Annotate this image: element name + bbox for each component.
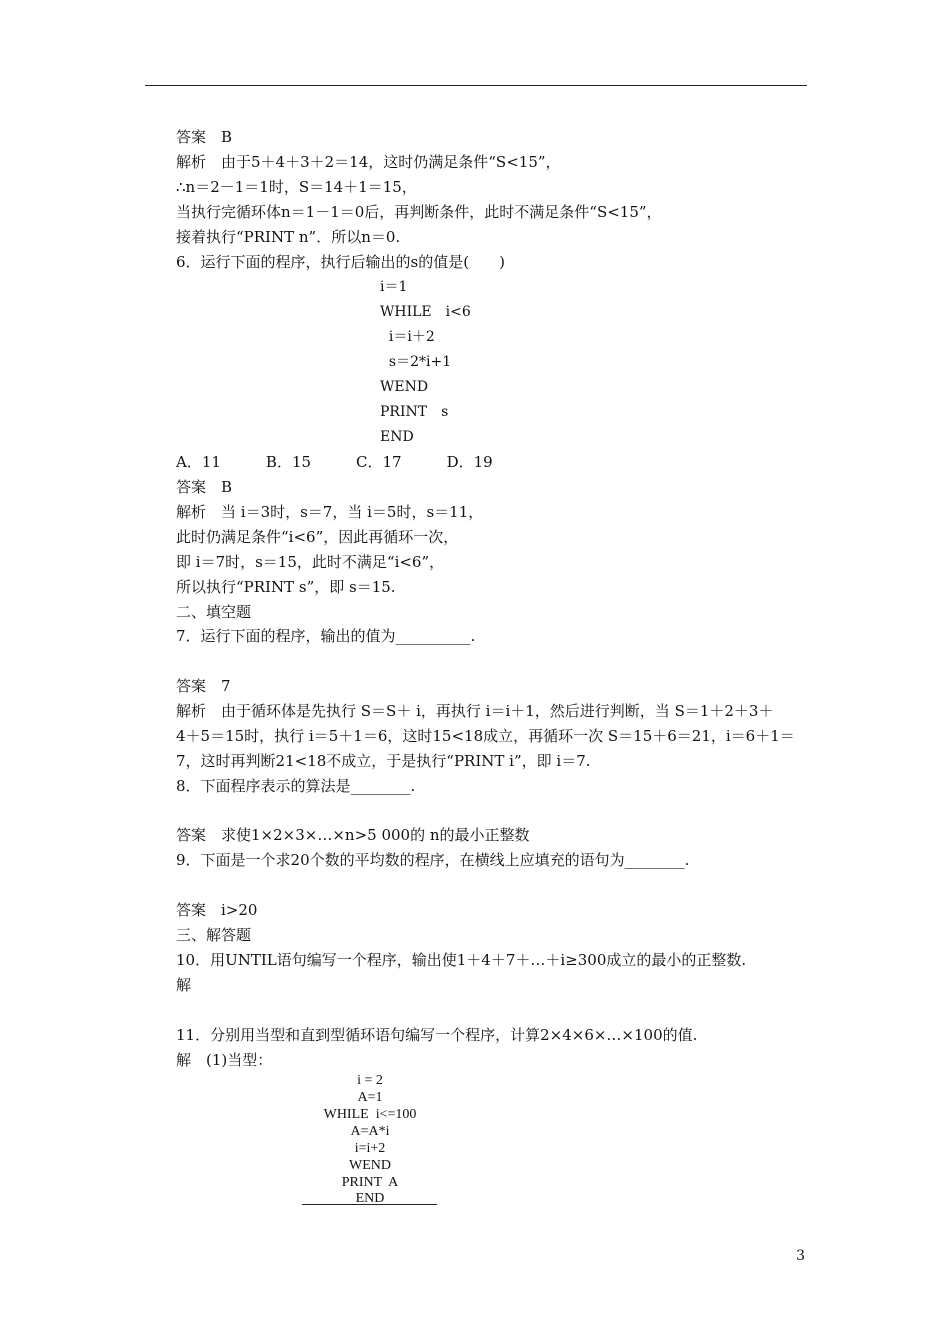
question-11: 11．分别用当型和直到型循环语句编写一个程序，计算2×4×6×…×100的值. <box>176 1026 698 1044</box>
code-line: i = 2 <box>357 1073 383 1088</box>
code-line: PRINT A <box>341 1175 399 1190</box>
answer-9: 答案 i>20 <box>176 901 258 919</box>
question-9: 9．下面是一个求20个数的平均数的程序，在横线上应填充的语句为________. <box>176 851 690 869</box>
analysis-7-line1: 解析 由于循环体是先执行 S＝S＋ i，再执行 i＝i＋1，然后进行判断，当 S＝1＋2＋3＋ <box>176 702 774 720</box>
solution-10: 解 <box>176 976 192 994</box>
analysis-6-line1: 解析 当 i＝3时，s＝7，当 i＝5时，s＝11， <box>176 503 484 521</box>
section-heading-2: 二、填空题 <box>176 603 252 621</box>
question-8: 8．下面程序表示的算法是________. <box>176 777 416 795</box>
code-underline <box>302 1204 437 1205</box>
analysis-7-line2: 4＋5＝15时，执行 i＝5＋1＝6，这时15<18成立，再循环一次 S＝15＋6＝21，i＝6＋1＝ <box>176 727 795 745</box>
code-line: A=1 <box>357 1090 383 1105</box>
code-line: A=A*i <box>350 1124 390 1139</box>
header-rule <box>145 85 807 86</box>
code-line: i=i+2 <box>354 1141 386 1156</box>
options-6: A．11 B．15 C．17 D．19 <box>176 453 493 471</box>
analysis-6-line4: 所以执行“PRINT s”，即 s＝15. <box>176 578 396 596</box>
code-line: WHILE i<=100 <box>323 1107 417 1122</box>
code-line: END <box>380 429 414 445</box>
code-line: PRINT s <box>380 404 449 420</box>
analysis-7-line3: 7，这时再判断21<18不成立，于是执行“PRINT i”，即 i＝7. <box>176 752 591 770</box>
question-7: 7．运行下面的程序，输出的值为__________. <box>176 627 476 645</box>
question-10: 10．用UNTIL语句编写一个程序，输出使1＋4＋7＋…＋i≥300成立的最小的正整数. <box>176 951 747 969</box>
analysis-5-line1: 解析 由于5＋4＋3＋2＝14，这时仍满足条件“S<15”， <box>176 153 561 171</box>
answer-6: 答案 B <box>176 478 233 496</box>
analysis-5-line4: 接着执行“PRINT n”．所以n＝0. <box>176 228 401 246</box>
analysis-6-line3: 即 i＝7时，s＝15，此时不满足“i<6”， <box>176 553 445 571</box>
page-number: 3 <box>796 1248 805 1264</box>
analysis-5-line3: 当执行完循环体n＝1－1＝0后，再判断条件，此时不满足条件“S<15”， <box>176 203 662 221</box>
code-line: i＝1 <box>380 279 408 295</box>
answer-5: 答案 B <box>176 128 233 146</box>
solution-11-intro: 解 (1)当型： <box>176 1051 273 1069</box>
analysis-5-line2: ∴n＝2－1＝1时，S＝14＋1＝15， <box>176 178 417 196</box>
code-line: s＝2*i+1 <box>380 354 452 370</box>
answer-7: 答案 7 <box>176 677 231 695</box>
analysis-6-line2: 此时仍满足条件“i<6”，因此再循环一次， <box>176 528 459 546</box>
question-6: 6．运行下面的程序，执行后输出的s的值是( ) <box>176 253 505 271</box>
code-line: i＝i＋2 <box>380 329 435 345</box>
code-line: WEND <box>349 1158 391 1173</box>
code-line: WHILE i<6 <box>380 304 471 320</box>
section-heading-3: 三、解答题 <box>176 926 252 944</box>
code-line: END <box>355 1191 385 1206</box>
answer-8: 答案 求使1×2×3×…×n>5 000的 n的最小正整数 <box>176 826 530 844</box>
code-line: WEND <box>380 379 429 395</box>
